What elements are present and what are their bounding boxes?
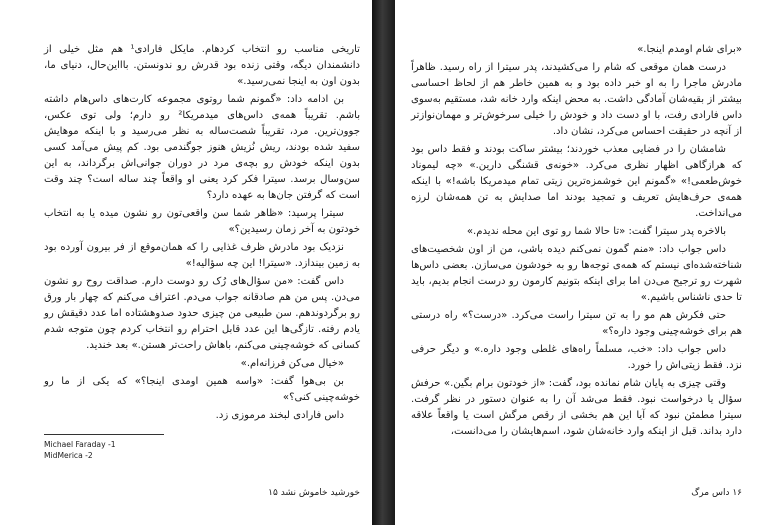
running-title: خورشید خاموش نشد xyxy=(280,488,360,498)
book-gutter xyxy=(372,0,395,525)
footnote: MidMerica -2 xyxy=(44,451,93,460)
left-page-body xyxy=(44,42,360,424)
right-page xyxy=(395,0,768,525)
left-page-footer xyxy=(44,485,360,501)
paragraph: «برای شام اومدم اینجا.» xyxy=(637,44,742,55)
page-number: ۱۵ xyxy=(268,488,278,498)
paragraph: داس جواب داد: «منم گمون نمی‌کنم دیده باشی، من از اون شخصیت‌های شناخته‌شده‌ای نیستم که همه‌ی توجه‌ها رو به خودشون می‌سازن. بعضی داس‌ها شهرت رو ترجیح می‌دن اما برای اینکه بتونیم کارمون رو درست انجام بدیم، باید تا حدی ناشناس باشیم.» xyxy=(411,244,742,303)
paragraph: داس فارادی لبخند مرموزی زد. xyxy=(215,410,344,421)
paragraph: حتی فکرش هم مو را به تن سیترا راست می‌کرد. «درست؟» راه درستی هم برای خوشه‌چینی وجود داره؟» xyxy=(411,310,742,337)
right-page-footer xyxy=(411,485,742,501)
paragraph: شامشان را در فضایی معذب خوردند؛ بیشتر ساکت بودند و فقط داس بود که هرازگاهی اظهار نظری می‌کرد. «خونه‌ی قشنگی دارین.» «چه لیموناد خوش‌طعمی!» «گمونم این خوشمزه‌ترین زیتی تمام میدمریکا باشه!» با اینکه همه‌ی حرف‌هایش تعریف و تمجید بودند اما صدایش به تن همه‌شان لرزه می‌انداخت. xyxy=(411,144,742,219)
paragraph: بن ادامه داد: «گمونم شما روتوی مجموعه کارت‌های داس‌هام داشته باشم. تقریباً همه‌ی داس‌های میدمریکا² رو دارم؛ ولی توی عکس، جوون‌ترین. مرد، تقریباً شصت‌ساله به نظر می‌رسید و با اینکه موهایش سفید شده بودند، ریش نُزیش هنوز جوگندمی بود. کم پیش می‌آمد کسی بدون اینکه خودش رو بچه‌ی مرد در دوران جوانی‌اش برگرداند، به این سن‌وسال برسد. سیترا فکر کرد یعنی او واقعاً چند ساله است؟ چند وقت است که گرفتن جان‌ها به عهده دارد؟ xyxy=(44,94,361,201)
paragraph: وقتی چیزی به پایان شام نمانده بود، گفت: «از خودتون برام بگین.» حرفش سؤال یا درخواست نبود. فقط می‌شد آن را به عنوان دستور در نظر گرفت. سیترا مطمئن نبود که آیا این هم بخشی از رقص مرگش است یا واقعاً علاقه دارد بداند. قبل از اینکه وارد خانه‌شان شود، اسم‌هایشان را می‌دانست، xyxy=(411,378,742,437)
left-page xyxy=(0,0,372,525)
paragraph: بن بی‌هوا گفت: «واسه همین اومدی اینجا؟» که یکی از ما رو خوشه‌چینی کنی؟» xyxy=(44,376,360,403)
paragraph: سیترا پرسید: «ظاهر شما سن واقعی‌تون رو نشون میده یا به انتخاب خودتون به آخر زمان رسیدین؟» xyxy=(44,208,360,235)
right-page-body xyxy=(411,42,742,440)
paragraph: نزدیک بود مادرش ظرف غذایی را که همان‌موقع از فر بیرون آورده بود به زمین بیندازد. «سیترا! این چه سؤالیه!» xyxy=(44,242,360,269)
paragraph: داس گفت: «من سؤال‌های رُک رو دوست دارم. صداقت روح رو نشون می‌دن. پس من هم صادقانه جواب می‌دم. اعتراف می‌کنم که چهار بار ورق رو برگردوندهم. سن طبیعی من چیزی حدود صدوهشتاده اما عدد دقیقش رو یادم رفته. تازگی‌ها این عدد قابل احترام رو انتخاب کردم چون متوجه شدم کسانی که خوشه‌چینی می‌کنم، باهاش راحت‌تر هستن.» بعد خندید. xyxy=(44,276,360,351)
paragraph: «خیال می‌کن فرزانه‌ام.» xyxy=(240,358,344,369)
footnotes xyxy=(44,439,360,461)
paragraph: داس جواب داد: «خب، مسلماً راه‌های غلطی وجود داره.» و دیگر حرفی نزد. فقط زیتی‌اش را خورد. xyxy=(411,344,742,371)
running-title: داس مرگ xyxy=(691,488,730,498)
page-number: ۱۶ xyxy=(732,488,742,498)
paragraph: بالاخره پدر سیترا گفت: «تا حالا شما رو توی این محله ندیدم.» xyxy=(466,226,726,237)
footnote-divider xyxy=(44,434,164,435)
paragraph: درست همان موقعی که شام را می‌کشیدند، پدر سیترا از راه رسید. ظاهراً مادرش ماجرا را به او خبر داده بود و به همین خاطر هم از لحاظ احساسی بیشتر از بقیه‌شان آمادگی داشت. به محض اینکه وارد خانه شد، مستقیم به‌سوی داس فارادی رفت، با او دست داد و خودش را خیلی سرخوش‌تر و مهمان‌نوازتر از آنچه در حقیقت احساس می‌کرد، نشان داد. xyxy=(411,62,742,137)
paragraph: تاریخی مناسب رو انتخاب کردهام. مایکل فارادی¹ هم مثل خیلی از دانشمندان دیگه، وقتی زنده بود قدرش رو ندونستن. باااین‌حال، دنیای ما، بدون اون به اینجا نمی‌رسید.» xyxy=(44,44,360,87)
footnote: Michael Faraday -1 xyxy=(44,440,116,449)
